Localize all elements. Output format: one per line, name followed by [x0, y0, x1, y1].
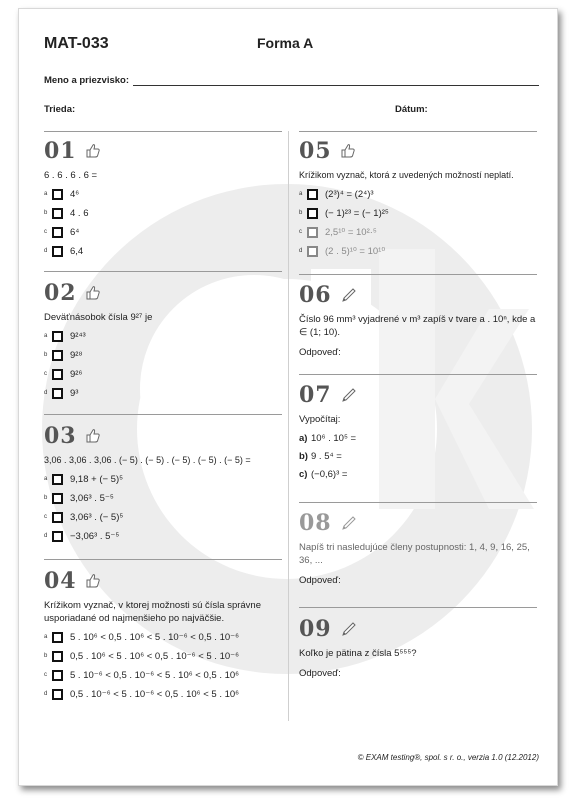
option-text: 3,06³ . 5⁻⁵	[70, 492, 114, 504]
divider	[44, 271, 282, 272]
option-text: 5 . 10⁻⁶ < 0,5 . 10⁻⁶ < 5 . 10⁶ < 0,5 . 10⁶	[70, 669, 240, 681]
question-04	[44, 569, 289, 701]
divider	[44, 559, 282, 560]
option-letter: d	[44, 390, 48, 396]
option-text: 2,5¹⁰ = 10²·⁵	[325, 226, 377, 238]
question-01	[44, 139, 282, 258]
option-letter: a	[44, 191, 48, 197]
question-text: Krížikom vyznač, v ktorej možnosti sú čísla správne usporiadané od najmenšieho po najväčšie.	[44, 600, 261, 624]
question-08	[299, 511, 539, 586]
subtask-text: 10⁶ . 10⁵ =	[311, 433, 357, 444]
name-field[interactable]	[44, 75, 539, 86]
divider	[44, 131, 282, 132]
option-a[interactable]	[44, 329, 282, 343]
option-text: 6⁴	[70, 226, 80, 238]
option-text: 0,5 . 10⁶ < 5 . 10⁶ < 0,5 . 10⁻⁶ < 5 . 10⁻⁶	[70, 650, 240, 662]
option-a[interactable]	[44, 472, 284, 486]
option-d[interactable]	[44, 244, 282, 258]
question-06	[299, 283, 539, 358]
option-c[interactable]	[299, 225, 539, 239]
option-text: 9²⁶	[70, 368, 83, 380]
option-b[interactable]	[44, 491, 284, 505]
thumbs-up-icon	[85, 143, 101, 159]
question-text: Vypočítaj:	[299, 414, 341, 425]
option-letter: a	[44, 476, 48, 482]
option-letter: a	[299, 191, 303, 197]
checkbox[interactable]	[52, 632, 63, 643]
option-a[interactable]	[299, 187, 539, 201]
option-text: 3,06³ . (− 5)⁵	[70, 511, 124, 523]
option-text: 0,5 . 10⁻⁶ < 5 . 10⁻⁶ < 0,5 . 10⁶ < 5 . 10⁶	[70, 688, 240, 700]
pencil-icon	[340, 621, 356, 637]
question-number: 04	[44, 568, 77, 594]
divider	[299, 374, 537, 375]
worksheet-page	[18, 8, 558, 786]
option-letter: c	[44, 514, 47, 520]
question-02	[44, 281, 282, 400]
question-number: 08	[299, 510, 332, 536]
option-c[interactable]	[44, 510, 284, 524]
subtask-label: c)	[299, 469, 308, 480]
option-letter: d	[44, 533, 48, 539]
question-text: 3,06 . 3,06 . 3,06 . (− 5) . (− 5) . (− 5) . (− 5) . (− 5) =	[44, 455, 251, 465]
option-letter: c	[44, 229, 47, 235]
option-d[interactable]	[299, 244, 539, 258]
checkbox[interactable]	[52, 531, 63, 542]
question-number: 05	[299, 138, 332, 164]
checkbox[interactable]	[307, 246, 318, 257]
option-letter: b	[44, 352, 48, 358]
divider	[44, 414, 282, 415]
subtask-text: 9 . 5⁴ =	[311, 451, 342, 462]
option-b[interactable]	[44, 649, 289, 663]
option-d[interactable]	[44, 687, 289, 701]
option-text: 9²⁴³	[70, 330, 86, 342]
pencil-icon	[340, 287, 356, 303]
question-number: 03	[44, 423, 77, 449]
subtask-b	[299, 451, 539, 462]
test-form: Forma A	[257, 35, 314, 51]
option-text: 4 . 6	[70, 207, 89, 219]
subtask-a	[299, 433, 539, 444]
option-text: 9,18 + (− 5)⁵	[70, 473, 124, 485]
option-b[interactable]	[44, 206, 282, 220]
option-b[interactable]	[299, 206, 539, 220]
checkbox[interactable]	[52, 651, 63, 662]
option-text: 4⁶	[70, 188, 80, 200]
option-letter: a	[44, 333, 48, 339]
option-letter: d	[44, 248, 48, 254]
subtask-c	[299, 469, 539, 480]
thumbs-up-icon	[85, 428, 101, 444]
checkbox[interactable]	[52, 670, 63, 681]
copyright-footer: © EXAM testing®, spol. s r. o., verzia 1.0 (12.2012)	[357, 753, 539, 762]
pencil-icon	[340, 387, 356, 403]
option-text: 9²⁸	[70, 349, 83, 361]
option-letter: a	[44, 634, 48, 640]
checkbox[interactable]	[52, 246, 63, 257]
question-text: Deväťnásobok čísla 9²⁷ je	[44, 312, 153, 323]
question-number: 01	[44, 138, 77, 164]
checkbox[interactable]	[307, 208, 318, 219]
divider	[299, 607, 537, 608]
test-code: MAT-033	[44, 35, 109, 52]
checkbox[interactable]	[52, 493, 63, 504]
option-letter: d	[299, 248, 303, 254]
divider	[299, 131, 537, 132]
option-c[interactable]	[44, 367, 282, 381]
divider	[299, 502, 537, 503]
option-a[interactable]	[44, 187, 282, 201]
option-letter: c	[299, 229, 302, 235]
checkbox[interactable]	[52, 388, 63, 399]
checkbox[interactable]	[52, 208, 63, 219]
divider	[299, 274, 537, 275]
checkbox[interactable]	[307, 189, 318, 200]
subtask-text: (−0,6)³ =	[311, 469, 348, 480]
thumbs-up-icon	[85, 573, 101, 589]
option-letter: c	[44, 371, 47, 377]
option-letter: b	[44, 210, 48, 216]
question-07	[299, 383, 539, 480]
option-text: −3,06³ . 5⁻⁵	[70, 530, 120, 542]
question-05	[299, 139, 539, 258]
date-label: Dátum:	[395, 104, 428, 115]
name-label: Meno a priezvisko:	[44, 75, 129, 86]
option-text: 9³	[70, 387, 79, 399]
name-line[interactable]	[133, 76, 539, 86]
option-c[interactable]	[44, 668, 289, 682]
checkbox[interactable]	[52, 474, 63, 485]
option-b[interactable]	[44, 348, 282, 362]
option-text: (2³)⁴ = (2⁴)³	[325, 188, 374, 200]
checkbox[interactable]	[52, 369, 63, 380]
thumbs-up-icon	[85, 285, 101, 301]
checkbox[interactable]	[52, 227, 63, 238]
option-text: 5 . 10⁶ < 0,5 . 10⁶ < 5 . 10⁻⁶ < 0,5 . 10⁻⁶	[70, 631, 240, 643]
subtask-label: a)	[299, 433, 308, 444]
option-letter: b	[44, 495, 48, 501]
question-number: 02	[44, 280, 77, 306]
question-09	[299, 617, 539, 679]
option-text: (2 . 5)¹⁰ = 10¹⁰	[325, 245, 386, 257]
question-text: Krížikom vyznač, ktorá z uvedených možností neplatí.	[299, 170, 514, 180]
option-text: (− 1)²³ = (− 1)²⁵	[325, 207, 389, 219]
pencil-icon	[340, 515, 356, 531]
checkbox[interactable]	[52, 331, 63, 342]
thumbs-up-icon	[340, 143, 356, 159]
question-number: 09	[299, 616, 332, 642]
checkbox[interactable]	[52, 189, 63, 200]
option-a[interactable]	[44, 630, 289, 644]
option-c[interactable]	[44, 225, 282, 239]
question-number: 06	[299, 282, 332, 308]
question-number: 07	[299, 382, 332, 408]
checkbox[interactable]	[307, 227, 318, 238]
answer-label: Odpoveď:	[299, 668, 341, 679]
class-label: Trieda:	[44, 104, 76, 115]
answer-label: Odpoveď:	[299, 347, 341, 358]
option-text: 6,4	[70, 245, 84, 257]
question-text: 6 . 6 . 6 . 6 =	[44, 170, 98, 181]
option-d[interactable]	[44, 529, 284, 543]
answer-label: Odpoveď:	[299, 575, 341, 586]
subtask-label: b)	[299, 451, 308, 462]
question-text: Číslo 96 mm³ vyjadrené v m³ zapíš v tvare a . 10ⁿ, kde a ∈ (1; 10).	[299, 314, 536, 338]
question-text: Koľko je pätina z čísla 5⁵⁵⁵?	[299, 648, 417, 659]
question-03	[44, 424, 284, 543]
option-letter: b	[44, 653, 48, 659]
option-letter: b	[299, 210, 303, 216]
option-letter: d	[44, 691, 48, 697]
option-letter: c	[44, 672, 47, 678]
checkbox[interactable]	[52, 512, 63, 523]
question-text: Napíš tri nasledujúce členy postupnosti: 1, 4, 9, 16, 25, 36, ...	[299, 542, 530, 566]
option-d[interactable]	[44, 386, 282, 400]
checkbox[interactable]	[52, 350, 63, 361]
checkbox[interactable]	[52, 689, 63, 700]
